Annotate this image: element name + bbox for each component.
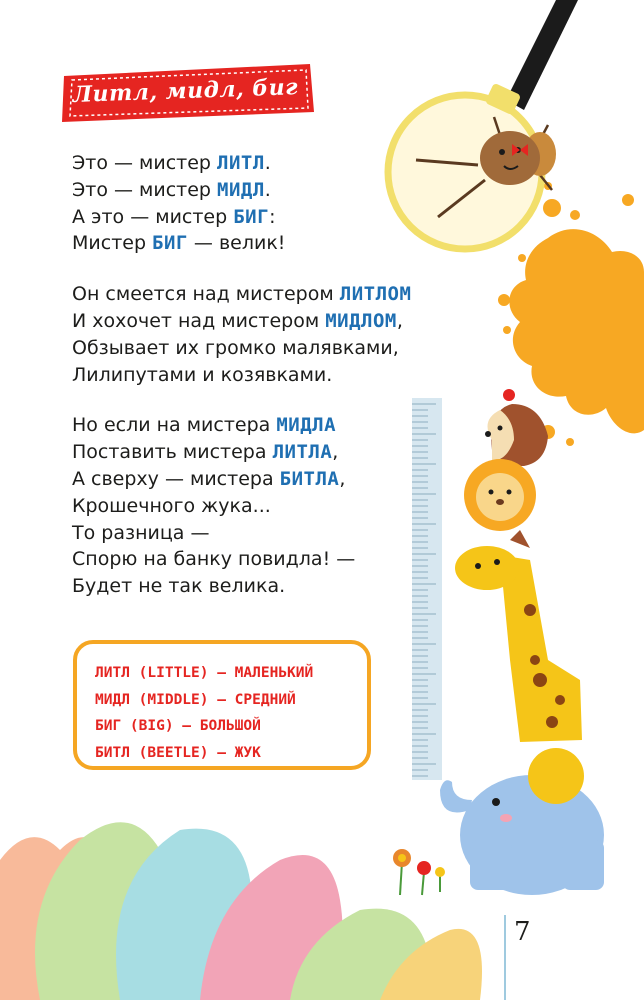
poem-line	[72, 308, 432, 335]
page-title: Литл, мидл, биг и битл	[72, 74, 299, 146]
vocab-entry: БИТЛ (BEETLE) — ЖУК	[95, 744, 261, 761]
poem-stanza	[72, 281, 432, 388]
poem	[72, 150, 432, 624]
poem-text: — велик!	[187, 232, 286, 255]
vocab-entry: ЛИТЛ (LITTLE) — МАЛЕНЬКИЙ	[95, 665, 314, 681]
character-name: БИТЛА	[279, 467, 340, 490]
poem-text: Поставить мистера	[72, 441, 273, 464]
poem-text: Это — мистер	[72, 178, 218, 201]
poem-text: Это — мистер	[72, 152, 218, 174]
poem-line	[72, 150, 432, 177]
poem-text: И хохочет над мистером	[72, 309, 326, 332]
vocab-entry: МИДЛ (MIDDLE) — СРЕДНИЙ	[95, 691, 296, 708]
character-name: ЛИТЛ	[217, 152, 265, 174]
page-number: 7	[514, 917, 531, 947]
vocab-entry: БИГ (BIG) — БОЛЬШОЙ	[95, 718, 261, 734]
poem-line	[72, 281, 432, 308]
character-name: МИДЛОМ	[325, 309, 397, 332]
poem-line	[72, 362, 432, 389]
giraffe-icon	[455, 530, 582, 742]
poem-text: :	[269, 205, 276, 228]
flowers-icon	[393, 849, 445, 895]
poem-text: .	[264, 178, 271, 201]
poem-text: То разница —	[72, 521, 210, 544]
poem-text: ,	[332, 441, 339, 464]
poem-text: Он смеется над мистером	[72, 283, 340, 306]
poem-text: Обзывает их громко малявками,	[72, 336, 399, 359]
poem-text: Мистер	[72, 232, 153, 255]
character-name: МИДЛ	[217, 178, 265, 201]
character-name: МИДЛА	[276, 414, 337, 437]
poem-line	[72, 546, 432, 573]
leaves-decoration	[0, 822, 482, 1000]
hedgehog-icon	[485, 389, 548, 466]
character-name: ЛИТЛОМ	[339, 283, 412, 306]
character-name: ЛИТЛА	[272, 441, 333, 464]
poem-text: .	[264, 152, 271, 174]
poem-line	[72, 412, 432, 439]
poem-text: Будет не так велика.	[72, 575, 286, 598]
poem-text: А сверху — мистера	[72, 467, 280, 490]
poem-text: Крошечного жука...	[72, 494, 271, 517]
poem-line	[72, 335, 432, 362]
elephant-icon	[440, 748, 604, 895]
poem-line	[72, 177, 432, 204]
poem-text: Спорю на банку повидла! —	[72, 548, 356, 571]
poem-line	[72, 520, 432, 547]
poem-text: А это — мистер	[72, 205, 234, 228]
poem-text: ,	[339, 467, 346, 490]
poem-stanza	[72, 412, 432, 600]
poem-text: Лилипутами и козявками.	[72, 363, 333, 386]
character-name: БИГ	[233, 205, 270, 228]
poem-line	[72, 230, 432, 257]
character-name: БИГ	[152, 232, 188, 255]
vocabulary-box	[73, 640, 371, 770]
poem-line	[72, 466, 432, 493]
poem-line	[72, 439, 432, 466]
poem-line	[72, 493, 432, 520]
poem-stanza	[72, 150, 432, 257]
poem-text: Но если на мистера	[72, 414, 277, 437]
poem-line	[72, 204, 432, 231]
poem-text: ,	[396, 309, 403, 332]
lion-icon	[464, 459, 536, 531]
poem-line	[72, 573, 432, 600]
